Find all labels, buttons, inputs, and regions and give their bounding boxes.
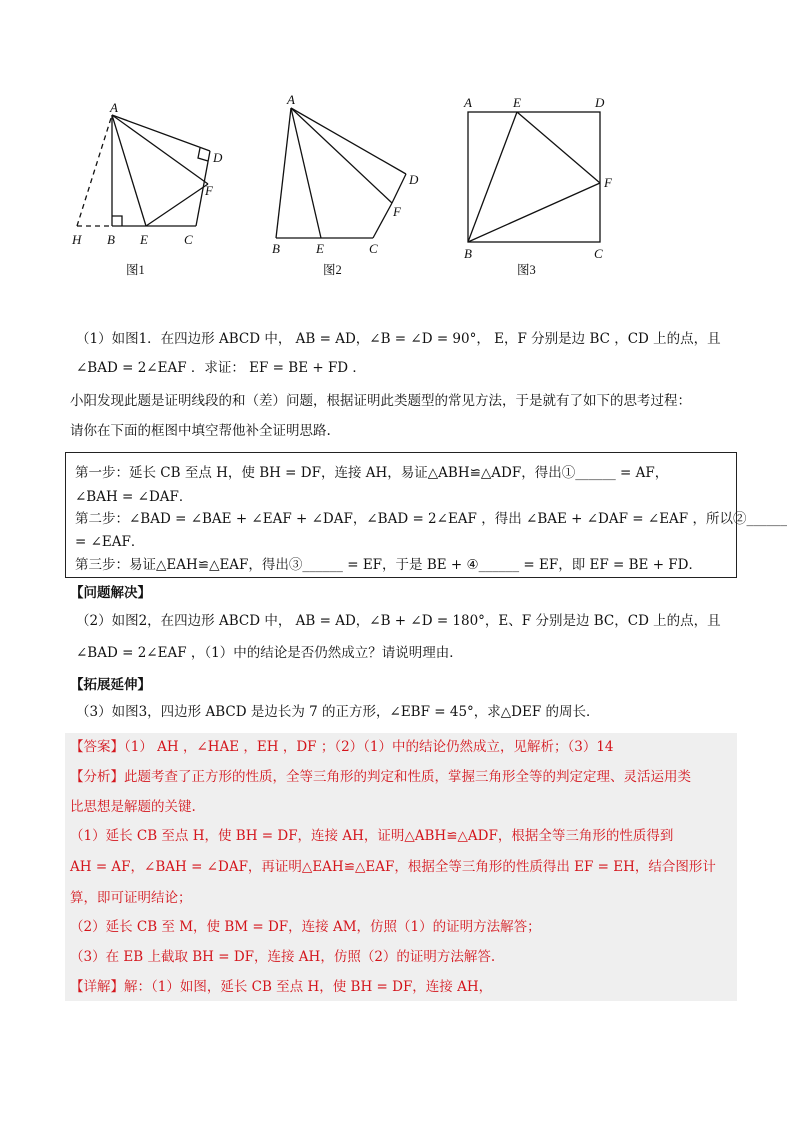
extension-header: 【拓展延伸】	[70, 677, 151, 693]
analysis-line-4: AH = AF，∠BAH = ∠DAF，再证明△EAH≌△EAF，根据全等三角形的性质得出 EF = EH，结合图形计	[70, 859, 716, 875]
part2-line-1: （2）如图2，在四边形 ABCD 中， AB = AD，∠B + ∠D = 180°，E、F 分别是边 BC，CD 上的点，且	[76, 613, 721, 629]
fig1-point-H: H	[72, 232, 82, 247]
step1-line-2: ∠BAH = ∠DAF．	[75, 489, 193, 505]
detail-line: 【详解】解：（1）如图，延长 CB 至点 H，使 BH = DF，连接 AH，	[70, 979, 493, 995]
figure-2	[265, 88, 435, 288]
step2-line-1: 第二步：∠BAD = ∠BAE + ∠EAF + ∠DAF，∠BAD = 2∠EAF ，得出 ∠BAE + ∠DAF = ∠EAF ，所以②______	[75, 511, 787, 527]
fig3-point-B: B	[464, 246, 472, 261]
fig3-point-A: A	[464, 95, 472, 110]
fig3-point-C: C	[594, 246, 603, 261]
fig1-point-E: E	[140, 232, 148, 247]
proof-outline-box	[65, 452, 787, 578]
fig2-point-E: E	[316, 241, 324, 256]
fig1-point-C: C	[184, 232, 193, 247]
step1-line-1: 第一步：延长 CB 至点 H，使 BH = DF，连接 AH，易证△ABH≌△ADF，得出①______ = AF，	[75, 465, 669, 481]
answer-line: 【答案】（1） AH ，∠HAE ，EH ，DF ；（2）（1）中的结论仍然成立，见解析；（3）14	[70, 739, 614, 755]
analysis-line-1: 【分析】此题考查了正方形的性质，全等三角形的判定和性质，掌握三角形全等的判定定理、灵活运用类	[70, 769, 691, 785]
part1-line-1: （1）如图1．在四边形 ABCD 中， AB = AD，∠B = ∠D = 90°， E，F 分别是边 BC ，CD 上的点，且	[76, 331, 721, 347]
intro-line-2: 请你在下面的框图中填空帮他补全证明思路.	[70, 423, 331, 439]
problem-solving-header: 【问题解决】	[70, 585, 151, 601]
part1-line-2: ∠BAD = 2∠EAF ．求证： EF = BE + FD ．	[76, 360, 366, 376]
fig3-point-D: D	[595, 95, 605, 110]
analysis-line-6: （2）延长 CB 至 M，使 BM = DF，连接 AM，仿照（1）的证明方法解答；	[70, 919, 541, 935]
step3-line-1: 第三步：易证△EAH≌△EAF，得出③______ = EF，于是 BE + ④______ = EF，即 EF = BE + FD．	[75, 557, 702, 573]
part3-line-1: （3）如图3，四边形 ABCD 是边长为 7 的正方形，∠EBF = 45°，求△DEF 的周长．	[76, 704, 600, 720]
fig1-point-F: F	[205, 183, 213, 198]
fig2-point-F: F	[393, 204, 401, 219]
fig2-caption: 图2	[323, 263, 342, 277]
analysis-line-5: 算，即可证明结论；	[70, 890, 192, 906]
fig2-point-D: D	[409, 172, 419, 187]
fig1-point-D: D	[213, 150, 223, 165]
fig3-point-F: F	[604, 175, 612, 190]
analysis-line-3: （1）延长 CB 至点 H，使 BH = DF，连接 AH，证明△ABH≌△ADF，根据全等三角形的性质得到	[70, 828, 674, 844]
fig3-point-E: E	[513, 95, 521, 110]
fig1-caption: 图1	[126, 263, 145, 277]
intro-line-1: 小阳发现此题是证明线段的和（差）问题，根据证明此类题型的常见方法，于是就有了如下的思考过程：	[70, 393, 691, 409]
figure-1	[60, 92, 250, 287]
fig2-point-B: B	[272, 241, 280, 256]
fig1-point-B: B	[107, 232, 115, 247]
part2-line-2: ∠BAD = 2∠EAF ，（1）中的结论是否仍然成立？请说明理由．	[76, 645, 463, 661]
fig2-point-A: A	[287, 92, 295, 107]
figure-3	[455, 92, 625, 287]
analysis-line-7: （3）在 EB 上截取 BH = DF，连接 AH，仿照（2）的证明方法解答.	[70, 949, 496, 965]
fig2-point-C: C	[369, 241, 378, 256]
fig3-caption: 图3	[517, 263, 536, 277]
fig1-point-A: A	[110, 100, 118, 115]
analysis-line-2: 比思想是解题的关键.	[70, 799, 196, 815]
step2-line-2: = ∠EAF．	[75, 534, 145, 550]
